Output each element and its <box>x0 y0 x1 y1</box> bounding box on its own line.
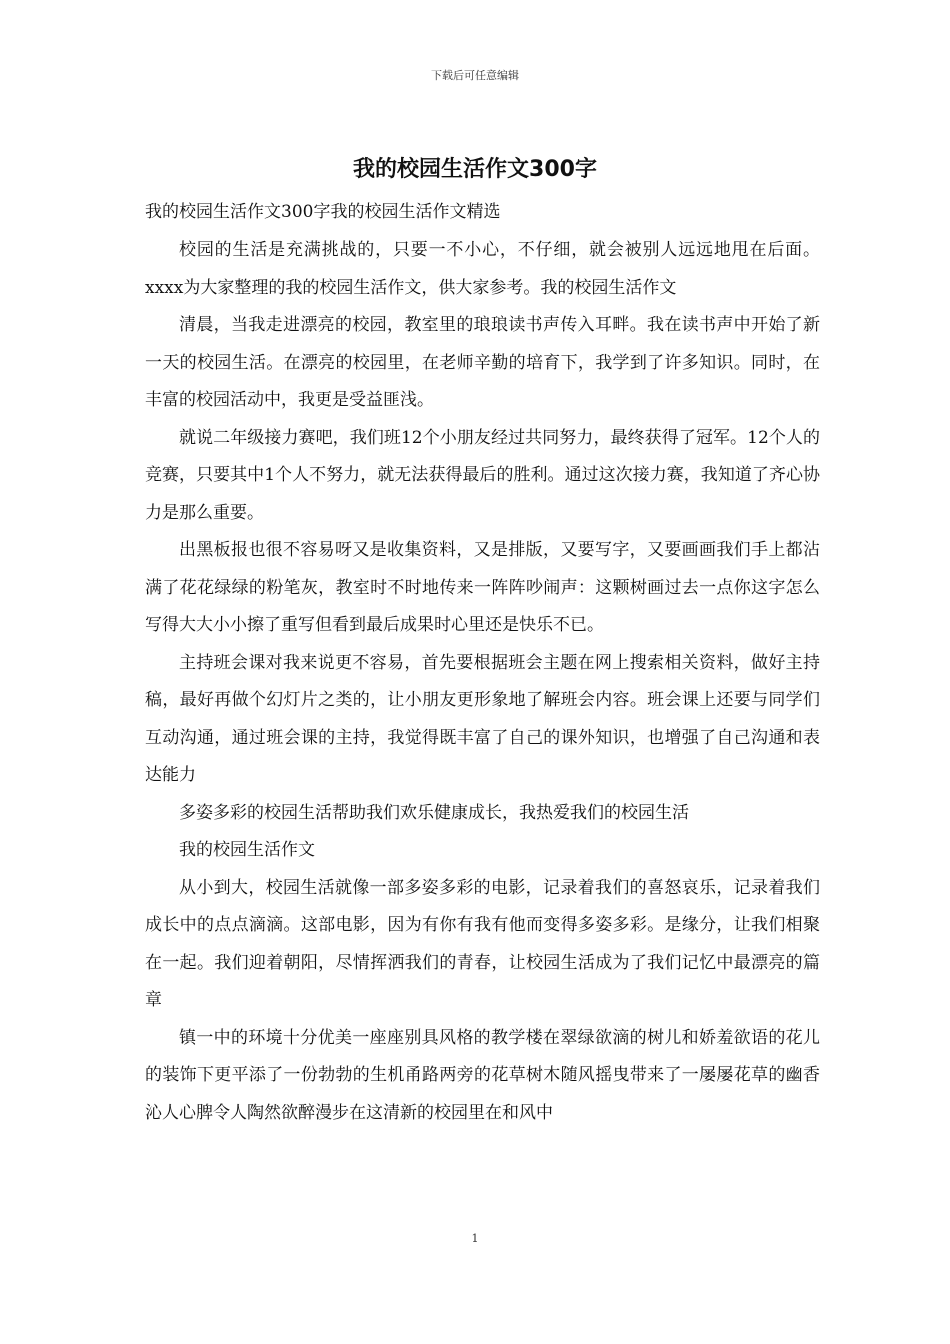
paragraph-class-meeting: 主持班会课对我来说更不容易，首先要根据班会主题在网上搜索相关资料，做好主持稿，最好再做个幻灯片之类的，让小朋友更形象地了解班会内容。班会课上还要与同学们互动沟通，通过班会课的主持，我觉得既丰富了自己的课外知识，也增强了自己沟通和表达能力 <box>145 652 820 785</box>
paragraph-movie: 从小到大，校园生活就像一部多姿多彩的电影，记录着我们的喜怒哀乐，记录着我们成长中的点点滴滴。这部电影，因为有你有我有他而变得多姿多彩。是缘分，让我们相聚在一起。我们迎着朝阳，尽情挥洒我们的青春，让校园生活成为了我们记忆中最漂亮的篇章 <box>145 877 820 1010</box>
paragraph-blackboard: 出黑板报也很不容易呀又是收集资料，又是排版，又要写字，又要画画我们手上都沾满了花花绿绿的粉笔灰，教室时不时地传来一阵阵吵闹声：这颗树画过去一点你这字怎么写得大大小小擦了重写但看到最后成果时心里还是快乐不已。 <box>145 540 820 635</box>
page-number: 1 <box>471 1232 479 1245</box>
paragraph-relay-race: 就说二年级接力赛吧，我们班12个小朋友经过共同努力，最终获得了冠军。12个人的竞赛，只要其中1个人不努力，就无法获得最后的胜利。通过这次接力赛，我知道了齐心协力是那么重要。 <box>145 427 820 523</box>
document-title: 我的校园生活作文300字 <box>353 157 597 182</box>
paragraph-environment: 镇一中的环境十分优美一座座别具风格的教学楼在翠绿欲滴的树儿和娇羞欲语的花儿的装饰下更平添了一份勃勃的生机甬路两旁的花草树木随风摇曳带来了一屡屡花草的幽香沁人心脾令人陶然欲醉漫步在这清新的校园里在和风中 <box>145 1027 820 1123</box>
document-subtitle: 我的校园生活作文300字我的校园生活作文精选 <box>145 202 501 222</box>
document-body <box>145 195 820 1132</box>
page-header-note: 下载后可任意编辑 <box>431 69 519 82</box>
paragraph-intro: 校园的生活是充满挑战的，只要一不小心，不仔细，就会被别人远远地甩在后面。xxxx为大家整理的我的校园生活作文，供大家参考。我的校园生活作文 <box>145 240 820 298</box>
paragraph-conclusion: 多姿多彩的校园生活帮助我们欢乐健康成长，我热爱我们的校园生活 <box>179 802 689 823</box>
section-heading: 我的校园生活作文 <box>179 840 315 860</box>
paragraph-morning: 清晨，当我走进漂亮的校园，教室里的琅琅读书声传入耳畔。我在读书声中开始了新一天的校园生活。在漂亮的校园里，在老师辛勤的培育下，我学到了许多知识。同时，在丰富的校园活动中，我更是受益匪浅。 <box>145 315 820 410</box>
